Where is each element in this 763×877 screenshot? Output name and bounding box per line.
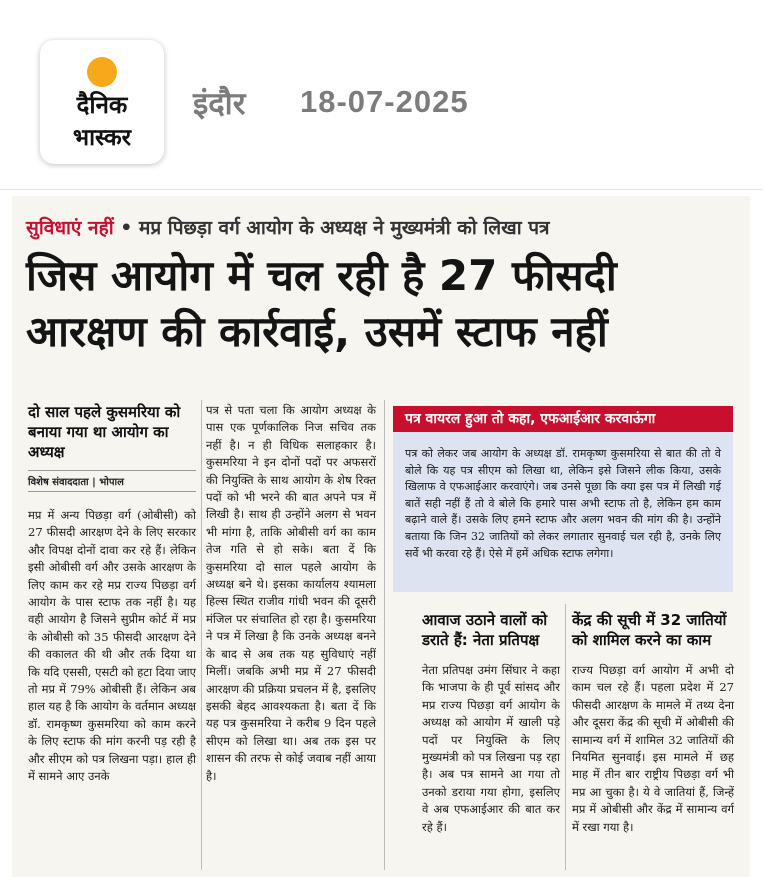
article-subhead: दो साल पहले कुसमरिया को बनाया गया था आयोग का अध्यक्ष bbox=[28, 403, 181, 461]
byline: विशेष संवाददाता | भोपाल bbox=[28, 470, 196, 492]
headline-line-1: जिस आयोग में चल रही है 27 फीसदी bbox=[26, 251, 617, 300]
subhead-central-list: केंद्र की सूची में 32 जातियों को शामिल करने का काम bbox=[572, 611, 727, 649]
highlight-box bbox=[393, 432, 733, 592]
headline-line-2: आरक्षण की कार्रवाई, उसमें स्टाफ नहीं bbox=[26, 307, 608, 356]
edition-city: इंदौर bbox=[193, 86, 246, 122]
body-column-2: पत्र से पता चला कि आयोग अध्यक्ष के पास एक पूर्णकालिक निज सचिव तक नहीं है। न ही विधिक सलाहकार है। कुसमरिया ने इन दोनों पदों पर अफसरों की नियुक्ति के साथ आयोग के शेष रिक्त पदों को भी भरने की बात अपने पत्र में लिखी है। साथ ही उन्होंने अलग से भवन भी मांगा है, ताकि ओबीसी वर्ग का काम तेज गति से हो सके। बता दें कि कुसमरिया दो साल पहले आयोग के अध्यक्ष बने थे। इसका कार्यालय श्यामला हिल्स स्थित राजीव गांधी भवन की दूसरी मंजिल पर संचालित हो रहा है। कुसमरिया ने पत्र में लिखा है कि उनके अध्यक्ष बनने के बाद से अब तक यह सुविधाएं नहीं मिलीं। जबकि अभी मप्र में 27 फीसदी आरक्षण की प्रक्रिया प्रचलन में है, इसलिए इसकी बेहद आवश्यकता है। बता दें कि यह पत्र कुसमरिया ने करीब 9 दिन पहले सीएम को लिखा था। अब तक इस पर शासन की तरफ से कोई जवाब नहीं आया है। bbox=[206, 403, 376, 783]
left-subhead-block bbox=[28, 402, 196, 492]
subhead-opposition: आवाज उठाने वालों को डराते हैं: नेता प्रतिपक्ष bbox=[422, 611, 548, 649]
opposition-text: नेता प्रतिपक्ष उमंग सिंघार ने कहा कि भाजपा के ही पूर्व सांसद और मप्र राज्य पिछड़ा वर्ग आयोग के अध्यक्ष को आयोग में खाली पड़े पदों पर नियुक्ति के लिए मुख्यमंत्री को पत्र लिखना पड़ रहा है। अब पत्र सामने आ गया तो उनको डराया गया होगा, इसलिए वे अब एफआईआर की बात कर रहे हैं। bbox=[422, 663, 560, 834]
edition-date: 18-07-2025 bbox=[300, 84, 469, 119]
sun-icon bbox=[87, 57, 117, 87]
body-column-1: मप्र में अन्य पिछड़ा वर्ग (ओबीसी) को 27 फीसदी आरक्षण देने के लिए सरकार और विपक्ष दोनों दावा कर रहे हैं। लेकिन इसी ओबीसी वर्ग और उसके आरक्षण के लिए काम कर रहे मप्र राज्य पिछड़ा वर्ग आयोग के पास स्टाफ तक नहीं है। यह वही आयोग है जिसने सुप्रीम कोर्ट में मप्र के ओबीसी को 35 फीसदी आरक्षण देने की वकालत की थी और तर्क दिया था कि यदि एससी, एसटी को हटा दिया जाए तो मप्र में 79% ओबीसी हैं। लेकिन अब हाल यह है कि आयोग के वर्तमान अध्यक्ष डॉ. रामकृष्ण कुसमरिया को काम करने के लिए स्टाफ की मांग करनी पड़ रही है और सीएम को पत्र लिखना पड़ा। हाल ही में सामने आए उनके bbox=[28, 508, 196, 784]
kicker-text: मप्र पिछड़ा वर्ग आयोग के अध्यक्ष ने मुख्यमंत्री को लिखा पत्र bbox=[139, 217, 550, 239]
body-column-3 bbox=[422, 662, 560, 836]
central-list-text: राज्य पिछड़ा वर्ग आयोग में अभी दो काम चल रहे हैं। पहला प्रदेश में 27 फीसदी आरक्षण के मामले में तथ्य देना और दूसरा केंद्र की सूची में ओबीसी की सामान्य वर्ग में शामिल 32 जातियों की नियमित सुनवाई। इस मामले में छह माह में तीन बार राष्ट्रीय पिछड़ा वर्ग भी मप्र आ चुका है। ये वे जातियां हैं, जिन्हें मप्र में ओबीसी और केंद्र में सामान्य वर्ग में रखा गया है। bbox=[572, 663, 734, 834]
column-divider bbox=[201, 400, 202, 870]
column-divider bbox=[384, 400, 385, 870]
box-text: पत्र को लेकर जब आयोग के अध्यक्ष डॉ. रामकृष्ण कुसमरिया से बात की तो वे बोले कि यह पत्र सीएम को लिखा था, लेकिन इसे जिसने लीक किया, उसके खिलाफ वे एफआईआर करवाएंगे। जब उनसे पूछा कि क्या इस पत्र में लिखी गई बातें सही नहीं हैं तो वे बोले कि हमारे पास अभी स्टाफ तो है, लेकिन हम काम बढ़ाने वाले हैं। उसके लिए हमने स्टाफ और अलग भवन की मांग की है। उन्होंने बताया कि जिन 32 जातियों को लेकर लगातार सुनवाई चल रही है, उनके लिए सर्वे भी करवा रहे हैं। ऐसे में हमें अधिक स्टाफ लगेगा। bbox=[405, 447, 721, 560]
box-title: पत्र वायरल हुआ तो कहा, एफआईआर करवाऊंगा bbox=[393, 406, 733, 432]
app-header bbox=[0, 0, 763, 190]
dainik-bhaskar-logo[interactable] bbox=[40, 40, 164, 164]
logo-text-line2: भास्कर bbox=[72, 125, 132, 151]
kicker-bullet: • bbox=[113, 217, 139, 239]
kicker-label: सुविधाएं नहीं bbox=[26, 217, 114, 239]
column-divider bbox=[565, 604, 566, 870]
body-column-4 bbox=[572, 662, 734, 836]
article-kicker bbox=[26, 214, 746, 240]
logo-text-line1: दैनिक bbox=[76, 91, 128, 119]
article-headline bbox=[26, 248, 746, 360]
